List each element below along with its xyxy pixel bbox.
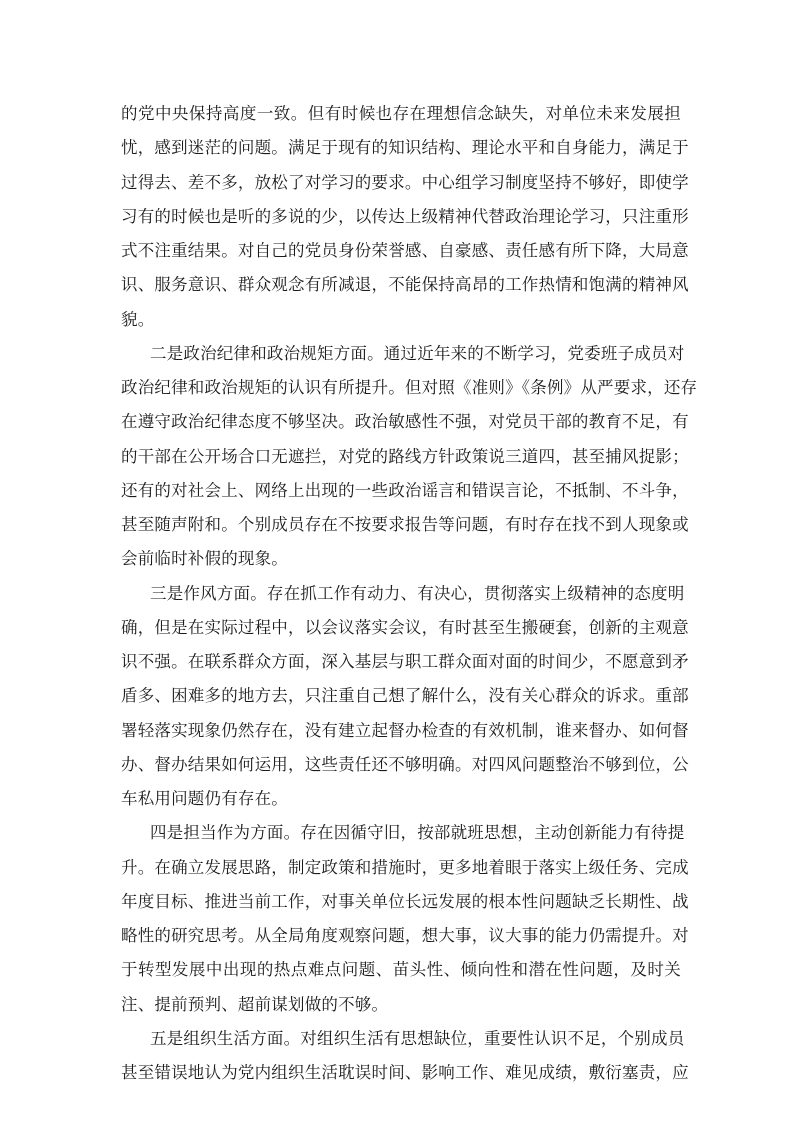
text-line: 办、督办结果如何运用，这些责任还不够明确。对四风问题整治不够到位，公 [121, 754, 689, 774]
text-line: 忧，感到迷茫的问题。满足于现有的知识结构、理论水平和自身能力，满足于 [121, 138, 689, 158]
text-line: 甚至错误地认为党内组织生活耽误时间、影响工作、难见成绩，敷衍塞责，应 [121, 1063, 689, 1082]
paragraph-first-line: 三是作风方面。存在抓工作有动力、有决心，贯彻落实上级精神的态度明 [150, 583, 685, 603]
text-line: 式不注重结果。对自己的党员身份荣誉感、自豪感、责任感有所下降，大局意 [121, 241, 689, 260]
text-line: 年度目标、推进当前工作，对事关单位长远发展的根本性问题缺乏长期性、战 [121, 891, 689, 911]
text-line: 升。在确立发展思路，制定政策和措施时，更多地着眼于落实上级任务、完成 [121, 857, 689, 877]
text-line: 略性的研究思考。从全局角度观察问题，想大事，议大事的能力仍需提升。对 [121, 926, 689, 945]
text-line: 还有的对社会上、网络上出现的一些政治谣言和错误言论，不抵制、不斗争， [121, 480, 689, 500]
text-line: 习有的时候也是听的多说的少，以传达上级精神代替政治理论学习，只注重形 [121, 206, 689, 226]
text-line: 的党中央保持高度一致。但有时候也存在理想信念缺失，对单位未来发展担 [121, 104, 681, 123]
text-line: 甚至随声附和。个别成员存在不按要求报告等问题，有时存在找不到人现象或 [121, 515, 689, 534]
paragraph-first-line: 四是担当作为方面。存在因循守旧，按部就班思想，主动创新能力有待提 [150, 823, 685, 843]
text-line: 识不强。在联系群众方面，深入基层与职工群众面对面的时间少，不愿意到矛 [121, 652, 689, 671]
text-line: 盾多、困难多的地方去，只注重自己想了解什么，没有关心群众的诉求。重部 [121, 686, 689, 706]
paragraph-first-line: 二是政治纪律和政治规矩方面。通过近年来的不断学习，党委班子成员对 [150, 343, 685, 363]
text-line: 识、服务意识、群众观念有所减退，不能保持高昂的工作热情和饱满的精神风 [121, 275, 689, 295]
paragraph-first-line: 五是组织生活方面。对组织生活有思想缺位，重要性认识不足，个别成员 [150, 1028, 685, 1048]
text-line: 在遵守政治纪律态度不够坚决。政治敏感性不强，对党员干部的教育不足，有 [121, 412, 689, 432]
text-line: 署轻落实现象仍然存在，没有建立起督办检查的有效机制，谁来督办、如何督 [121, 720, 689, 740]
text-line: 政治纪律和政治规矩的认识有所提升。但对照《准则》《条例》从严要求，还存 [121, 378, 698, 397]
text-line: 车私用问题仍有存在。 [121, 789, 288, 808]
text-line: 的干部在公开场合口无遮拦，对党的路线方针政策说三道四，甚至捕风捉影； [121, 446, 689, 466]
text-line: 确，但是在实际过程中，以会议落实会议，有时甚至生搬硬套，创新的主观意 [121, 617, 689, 637]
text-line: 会前临时补假的现象。 [121, 549, 288, 569]
text-line: 注、提前预判、超前谋划做的不够。 [121, 994, 389, 1014]
text-line: 于转型发展中出现的热点难点问题、苗头性、倾向性和潜在性问题，及时关 [121, 960, 681, 980]
text-line: 貌。 [121, 309, 155, 329]
text-line: 过得去、差不多，放松了对学习的要求。中心组学习制度坚持不够好，即使学 [121, 172, 689, 192]
